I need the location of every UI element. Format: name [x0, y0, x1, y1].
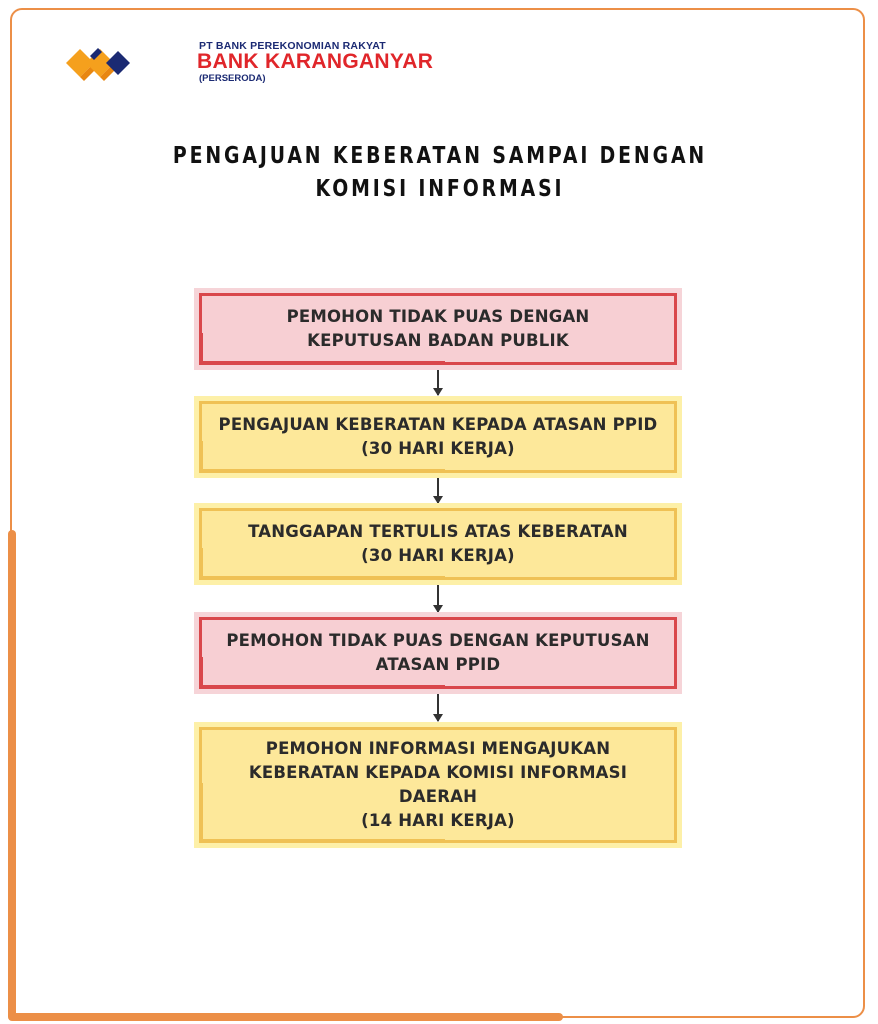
step-text: ATASAN PPID [375, 655, 501, 674]
bank-name: BANK KARANGANYAR [197, 50, 434, 73]
flow-step-3 [194, 503, 682, 585]
step-accent-bar [199, 685, 445, 689]
step-accent-bar [199, 548, 203, 580]
bank-entity-type: (PERSERODA) [199, 73, 266, 84]
step-text: PEMOHON INFORMASI MENGAJUKAN [265, 739, 611, 758]
flow-step-5 [194, 722, 682, 848]
flow-step-2 [194, 396, 682, 478]
flow-arrow [437, 694, 439, 721]
flow-step-4 [194, 612, 682, 694]
step-text: PENGAJUAN KEBERATAN KEPADA ATASAN PPID [218, 415, 658, 434]
step-text: DAERAH [398, 787, 478, 806]
step-text: KEBERATAN KEPADA KOMISI INFORMASI [248, 763, 628, 782]
bank-logo [64, 40, 434, 86]
step-text: PEMOHON TIDAK PUAS DENGAN KEPUTUSAN [226, 631, 650, 650]
flow-arrow [437, 585, 439, 612]
step-accent-bar [199, 783, 203, 843]
step-text: (30 HARI KERJA) [361, 546, 515, 565]
title-line-2: KOMISI INFORMASI [315, 176, 565, 202]
step-accent-bar [199, 441, 203, 473]
step-accent-bar [199, 333, 203, 365]
bank-legal-name: PT BANK PEREKONOMIAN RAKYAT [199, 40, 386, 52]
step-accent-bar [199, 576, 445, 580]
page-title [90, 140, 790, 206]
step-accent-bar [199, 839, 445, 843]
frame-accent-left [8, 530, 16, 1020]
step-text: (30 HARI KERJA) [361, 439, 515, 458]
title-line-1: PENGAJUAN KEBERATAN SAMPAI DENGAN [172, 143, 708, 169]
step-text: (14 HARI KERJA) [361, 811, 515, 830]
frame-accent-bottom [8, 1013, 563, 1021]
step-accent-bar [199, 469, 445, 473]
step-text: KEPUTUSAN BADAN PUBLIK [307, 331, 569, 350]
flow-arrow [437, 478, 439, 503]
step-text: TANGGAPAN TERTULIS ATAS KEBERATAN [248, 522, 628, 541]
flow-step-1 [194, 288, 682, 370]
diamond-logo-icon [64, 40, 134, 86]
step-accent-bar [199, 657, 203, 689]
step-accent-bar [199, 361, 445, 365]
step-text: PEMOHON TIDAK PUAS DENGAN [286, 307, 590, 326]
flow-arrow [437, 370, 439, 395]
